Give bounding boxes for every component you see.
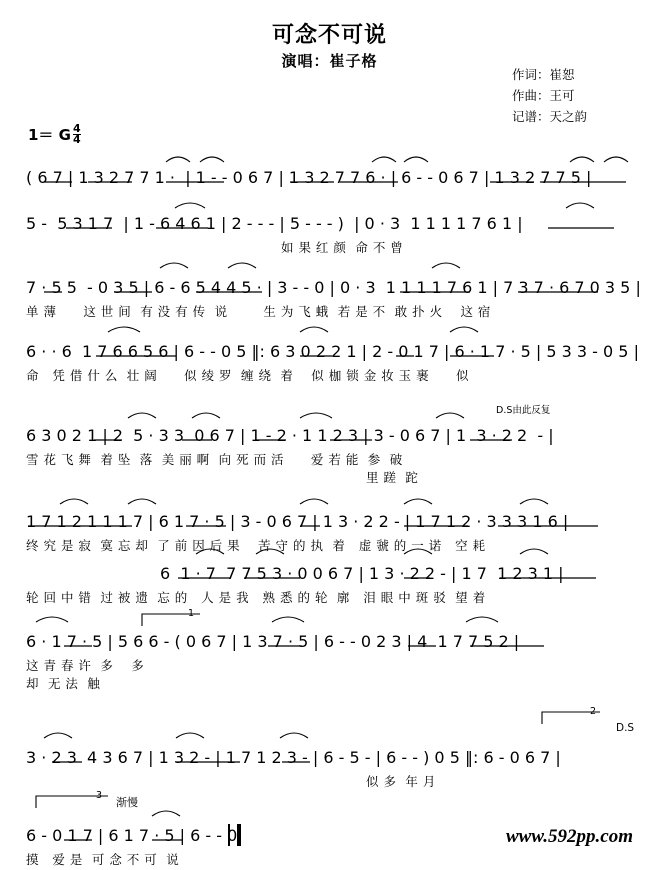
notes-line: 6 · 1 7 · 5 | 5 6 6 - ( 0 6 7 | 1 3 7 · 5 | 6 - - 0 2 3 | 4 1 7 7 5 2 | — [26, 632, 520, 651]
slow-down-annotation: 渐慢 — [116, 796, 138, 809]
lyrics-line: 摸 爱 是 可 念 不 可 说 — [26, 852, 180, 867]
key-label: 1＝ G — [28, 126, 71, 144]
credit-composer: 作曲：王可 — [511, 88, 575, 103]
lyrics-line: 雪 花 飞 舞 着 坠 落 美 丽 啊 向 死 而 活 爱 若 能 参 破 — [26, 452, 403, 467]
ending-1-label: 1 — [188, 608, 195, 619]
notes-line: 6 - 0 1 7 | 6 1 7 · 5 | 6 - - 0 — [26, 826, 238, 845]
lyrics-line-alt: 却 无 法 触 — [26, 676, 101, 691]
time-numerator: 4 — [72, 122, 81, 135]
ending-2-label: 2 — [590, 706, 597, 717]
key-signature — [28, 124, 81, 146]
notes-line: 3 · 2 3 4 3 6 7 | 1 3 2 - | 1 7 1 2 3 - | 6 - 5 - | 6 - - ) 0 5 ‖: 6 - 0 6 7 | — [26, 748, 561, 767]
lyrics-line: 似 多 年 月 — [26, 774, 436, 789]
lyrics-line: 命 凭 借 什 么 壮 阔 似 绫 罗 缠 绕 着 似 枷 锁 金 妆 玉 裹 似 — [26, 368, 469, 383]
notes-line: 6 3 0 2 1 | 2 5 · 3 3 0 6 7 | 1 - 2 · 1 1 2 3 | 3 - 0 6 7 | 1 3 · 2 2 - | — [26, 426, 554, 445]
notes-line: 7 · 5 5 - 0 3 5 | 6 - 6 5 4 4 5 · | 3 - - 0 | 0 · 3 1 1 1 1 7 6 1 | 7 3 7 · 6 7 0 3 5 | — [26, 278, 641, 297]
notes-line: 6 1 · 7 7 7 5 3 · 0 0 6 7 | 1 3 · 2 2 - | 1 7 1 2 3 1 | — [160, 564, 564, 583]
lyrics-line-alt: 里 蹉 跎 — [26, 470, 419, 485]
lyrics-line: 单 薄 这 世 间 有 没 有 传 说 生 为 飞 蛾 若 是 不 敢 扑 火 这 宿 — [26, 304, 491, 319]
lyrics-line: 轮 回 中 错 过 被 遗 忘 的 人 是 我 熟 悉 的 轮 廓 泪 眼 中 斑 驳 望 着 — [26, 590, 486, 605]
credit-transcriber: 记谱：天之韵 — [511, 109, 587, 124]
notes-line: 6 · · 6 1 7 6 6 5 6 | 6 - - 0 5 ‖: 6 3 0 2 2 1 | 2 - 0 1 7 | 6 · 1 7 · 5 | 5 3 3 - 0 5 | — [26, 342, 639, 361]
credit-lyricist: 作词：崔恕 — [511, 67, 575, 82]
lyrics-line: 终 究 是 寂 寞 忘 却 了 前 因 后 果 苦 守 的 执 着 虚 虢 的 一 诺 空 耗 — [26, 538, 486, 553]
final-barline — [228, 824, 241, 846]
time-denominator: 4 — [72, 133, 81, 146]
watermark: www.592pp.com — [505, 826, 633, 847]
lyrics-line: 这 青 春 许 多 多 — [26, 658, 189, 673]
time-signature — [73, 124, 81, 145]
lyrics-line: 如 果 红 颜 命 不 曾 — [26, 240, 404, 255]
ds-mark: D.S — [616, 722, 635, 734]
notes-line: ( 6 7 | 1 3 2 7 7 1 · | 1 - - 0 6 7 | 1 3 2 7 7 6 · | 6 - - 0 6 7 | 1 3 2 7 7 5 | — [26, 168, 592, 187]
ds-repeat-annotation: D.S由此反复 — [496, 405, 551, 416]
credits-block — [512, 64, 587, 127]
ending-3-label: 3 — [96, 790, 103, 801]
page-title: 可念不可说 — [271, 23, 387, 48]
notes-line: 5 - 5 3 1 7 | 1 - 6 4 6 1 | 2 - - - | 5 - - - ) | 0 · 3 1 1 1 1 7 6 1 | — [26, 214, 523, 233]
performer-line: 演唱：崔子格 — [281, 52, 378, 70]
notes-line: 1 7 1 2 1 1 1 7 | 6 1 7 · 5 | 3 - 0 6 7 | 1 3 · 2 2 - | 1 7 1 2 · 3 3 3 1 6 | — [26, 512, 569, 531]
